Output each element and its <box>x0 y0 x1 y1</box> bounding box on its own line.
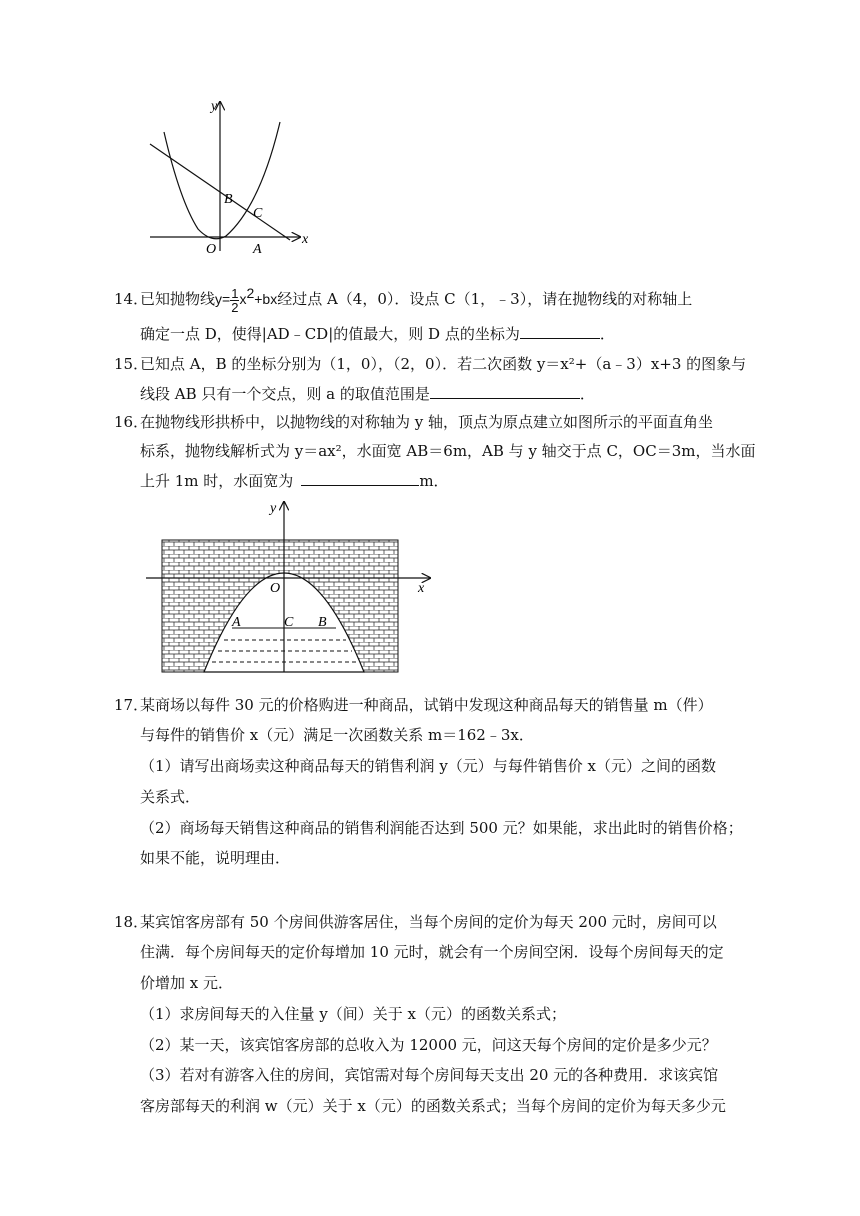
q18-line5: （2）某一天，该宾馆客房部的总收入为 12000 元，问这天每个房间的定价是多少元？ <box>140 1036 717 1054</box>
q16-line3: 上升 1m 时，水面宽为 m． <box>140 469 449 492</box>
label-a: A <box>232 615 241 630</box>
q15-number: 15． <box>114 355 149 373</box>
q16-answer-blank[interactable] <box>301 469 419 486</box>
q17-line6: 如果不能，说明理由． <box>140 849 291 867</box>
q16-number: 16． <box>114 413 149 431</box>
label-o: O <box>270 581 281 596</box>
q14-formula-tail: +bx <box>254 291 278 307</box>
q14-line1 <box>114 282 692 314</box>
label-x: x <box>302 232 309 247</box>
figure-parabola-line <box>140 96 320 256</box>
q18-line7: 客房部每天的利润 w（元）关于 x（元）的函数关系式；当每个房间的定价为每天多少元 <box>140 1097 726 1115</box>
q18-line2: 住满．每个房间每天的定价每增加 10 元时，就会有一个房间空闲．设每个房间每天的定 <box>140 943 724 961</box>
q16-line2: 标系，抛物线解析式为 y＝ax²，水面宽 AB＝6m，AB 与 y 轴交于点 C，OC＝3m，当水面 <box>140 442 756 460</box>
q14-answer-blank[interactable] <box>520 322 600 339</box>
q18-line6: （3）若对有游客入住的房间，宾馆需对每个房间每天支出 20 元的各种费用．求该宾馆 <box>140 1066 719 1084</box>
q17-line4: 关系式． <box>140 788 201 806</box>
q17-line2: 与每件的销售价 x（元）满足一次函数关系 m＝162﹣3x． <box>140 726 534 744</box>
q15-line1: 15．已知点 A，B 的坐标分别为（1，0），（2，0）．若二次函数 y＝x²+（a﹣3）x+3 的图象与 <box>114 355 747 373</box>
q14-line2: 确定一点 D，使得|AD﹣CD|的值最大，则 D 点的坐标为 ． <box>140 322 615 345</box>
q17-line1: 17．某商场以每件 30 元的价格购进一种商品，试销中发现这种商品每天的销售量 m（件） <box>114 696 713 714</box>
q17-number: 17． <box>114 696 149 714</box>
q17-line3: （1）请写出商场卖这种商品每天的销售利润 y（元）与每件销售价 x（元）之间的函数 <box>140 757 717 775</box>
label-b: B <box>224 192 233 207</box>
q14-pre: 已知抛物线 <box>140 290 216 308</box>
q14-formula-y: y= <box>215 291 231 307</box>
figure-arch-bridge <box>146 498 436 678</box>
label-c: C <box>284 615 294 630</box>
label-c: C <box>253 206 263 221</box>
q14-fraction: $\frac{1}{2}$ <box>231 285 239 315</box>
q15-line2: 线段 AB 只有一个交点，则 a 的取值范围是 ． <box>140 382 595 405</box>
q14-formula-x: x <box>239 291 247 307</box>
q17-line5: （2）商场每天销售这种商品的销售利润能否达到 500 元？如果能，求出此时的销售价格； <box>140 819 743 837</box>
q14-line1-rest: 经过点 A（4，0）．设点 C（1，﹣3），请在抛物线的对称轴上 <box>277 290 693 308</box>
q18-line3: 价增加 x 元． <box>140 974 233 992</box>
q14-formula-exp: 2 <box>246 285 255 301</box>
label-y: y <box>270 501 277 516</box>
label-a: A <box>253 242 262 256</box>
label-x: x <box>418 581 425 596</box>
q18-line1: 18．某宾馆客房部有 50 个房间供游客居住，当每个房间的定价为每天 200 元时，房间可以 <box>114 913 717 931</box>
q16-line1: 16．在抛物线形拱桥中，以抛物线的对称轴为 y 轴，顶点为原点建立如图所示的平面直角坐 <box>114 413 714 431</box>
q14-number: 14． <box>114 290 149 308</box>
label-y: y <box>211 99 218 114</box>
label-b: B <box>318 615 327 630</box>
q18-number: 18． <box>114 913 149 931</box>
label-o: O <box>206 242 217 256</box>
q18-line4: （1）求房间每天的入住量 y（间）关于 x（元）的函数关系式； <box>140 1005 567 1023</box>
q15-answer-blank[interactable] <box>430 382 580 399</box>
